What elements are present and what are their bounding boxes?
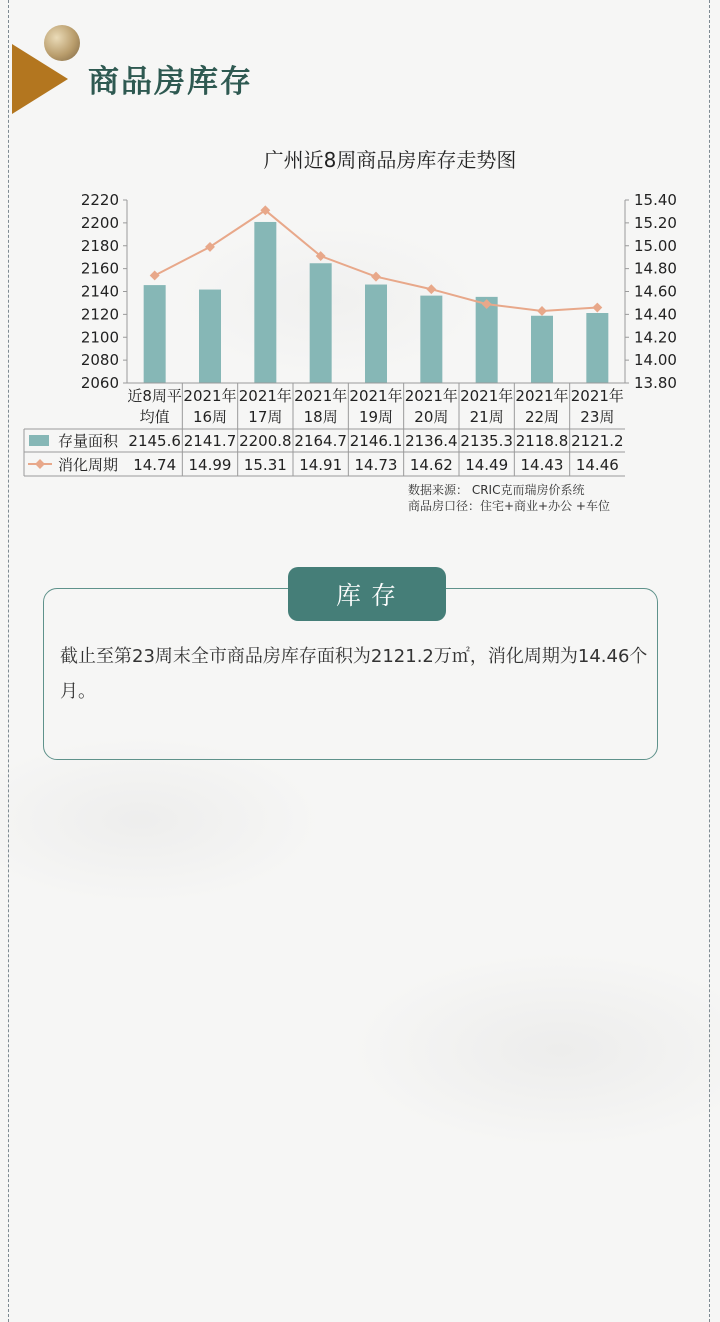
category-label-line2: 均值 <box>139 408 170 426</box>
inventory-bar <box>420 296 442 383</box>
right-tick-label: 13.80 <box>634 374 677 392</box>
category-label-line1: 2021年 <box>238 387 292 405</box>
legend-line-marker <box>35 459 45 469</box>
inventory-value: 2118.8 <box>515 432 569 450</box>
category-label-line1: 2021年 <box>349 387 403 405</box>
legend-line-label: 消化周期 <box>58 456 119 474</box>
digestion-cycle-point <box>426 284 436 294</box>
digestion-cycle-point <box>537 306 547 316</box>
inventory-badge: 库存 <box>288 567 446 621</box>
inventory-value: 2121.2 <box>571 432 624 450</box>
digestion-cycle-value: 14.91 <box>299 456 343 474</box>
category-label-line1: 2021年 <box>570 387 624 405</box>
inventory-bar <box>144 285 166 383</box>
category-label-line2: 21周 <box>469 408 504 426</box>
digestion-cycle-point <box>592 303 602 313</box>
data-source-note: 数据来源： CRIC克而瑞房价系统 <box>408 483 585 497</box>
digestion-cycle-value: 14.49 <box>465 456 509 474</box>
inventory-chart <box>0 180 720 480</box>
category-label-line2: 23周 <box>580 408 615 426</box>
left-tick-label: 2220 <box>80 191 119 209</box>
digestion-cycle-value: 14.46 <box>575 456 619 474</box>
chart-title: 广州近8周商品房库存走势图 <box>263 148 517 172</box>
right-tick-label: 15.40 <box>634 191 677 209</box>
inventory-value: 2164.7 <box>294 432 347 450</box>
inventory-value: 2145.6 <box>128 432 181 450</box>
inventory-bar <box>254 222 276 383</box>
category-label-line1: 2021年 <box>515 387 569 405</box>
inventory-value: 2146.1 <box>349 432 403 450</box>
inventory-value: 2135.3 <box>460 432 513 450</box>
section-title: 商品房库存 <box>88 64 253 100</box>
category-label-line2: 16周 <box>192 408 228 426</box>
gold-triangle-decoration <box>12 44 68 114</box>
category-label-line2: 17周 <box>248 408 283 426</box>
digestion-cycle-value: 14.73 <box>354 456 398 474</box>
legend-bar-label: 存量面积 <box>58 432 119 450</box>
right-tick-label: 14.00 <box>634 351 677 370</box>
right-tick-label: 14.60 <box>634 282 677 301</box>
legend-bar-swatch <box>29 435 49 446</box>
inventory-value: 2141.7 <box>183 432 237 450</box>
digestion-cycle-value: 14.74 <box>133 456 177 474</box>
left-tick-label: 2120 <box>80 305 119 324</box>
right-tick-label: 14.40 <box>634 305 677 324</box>
inventory-value: 2136.4 <box>405 432 458 450</box>
left-tick-label: 2100 <box>80 328 119 347</box>
digestion-cycle-point <box>371 272 381 282</box>
digestion-cycle-value: 14.99 <box>188 456 232 474</box>
category-label-line2: 22周 <box>524 408 560 426</box>
digestion-cycle-point <box>150 271 160 281</box>
digestion-cycle-value: 15.31 <box>243 456 287 474</box>
left-tick-label: 2060 <box>80 374 119 392</box>
left-tick-label: 2160 <box>80 259 119 278</box>
left-tick-label: 2080 <box>80 351 119 370</box>
digestion-cycle-value: 14.62 <box>409 456 453 474</box>
scope-note: 商品房口径：住宅+商业+办公 +车位 <box>408 499 610 513</box>
category-label-line1: 2021年 <box>183 387 237 405</box>
inventory-value: 2200.8 <box>239 432 292 450</box>
inventory-bar <box>365 285 387 383</box>
right-tick-label: 15.20 <box>634 213 677 232</box>
category-label-line2: 19周 <box>358 408 394 426</box>
category-label-line2: 20周 <box>414 408 449 426</box>
left-tick-label: 2140 <box>80 282 119 301</box>
category-label-line1: 2021年 <box>460 387 514 405</box>
inventory-bar <box>531 316 553 383</box>
left-tick-label: 2180 <box>80 236 119 255</box>
right-tick-label: 14.20 <box>634 328 677 347</box>
left-tick-label: 2200 <box>80 213 119 232</box>
summary-text: 截止至第23周末全市商品房库存面积为2121.2万㎡，消化周期为14.46个月。 <box>60 646 648 702</box>
category-label-line1: 2021年 <box>294 387 348 405</box>
inventory-bar <box>199 290 221 383</box>
inventory-bar <box>310 263 332 383</box>
category-label-line1: 近8周平 <box>127 387 182 405</box>
inventory-bar <box>586 313 608 383</box>
category-label-line1: 2021年 <box>404 387 458 405</box>
right-tick-label: 15.00 <box>634 236 677 255</box>
right-tick-label: 14.80 <box>634 259 677 278</box>
inventory-bar <box>476 297 498 383</box>
category-label-line2: 18周 <box>303 408 338 426</box>
digestion-cycle-value: 14.43 <box>520 456 564 474</box>
